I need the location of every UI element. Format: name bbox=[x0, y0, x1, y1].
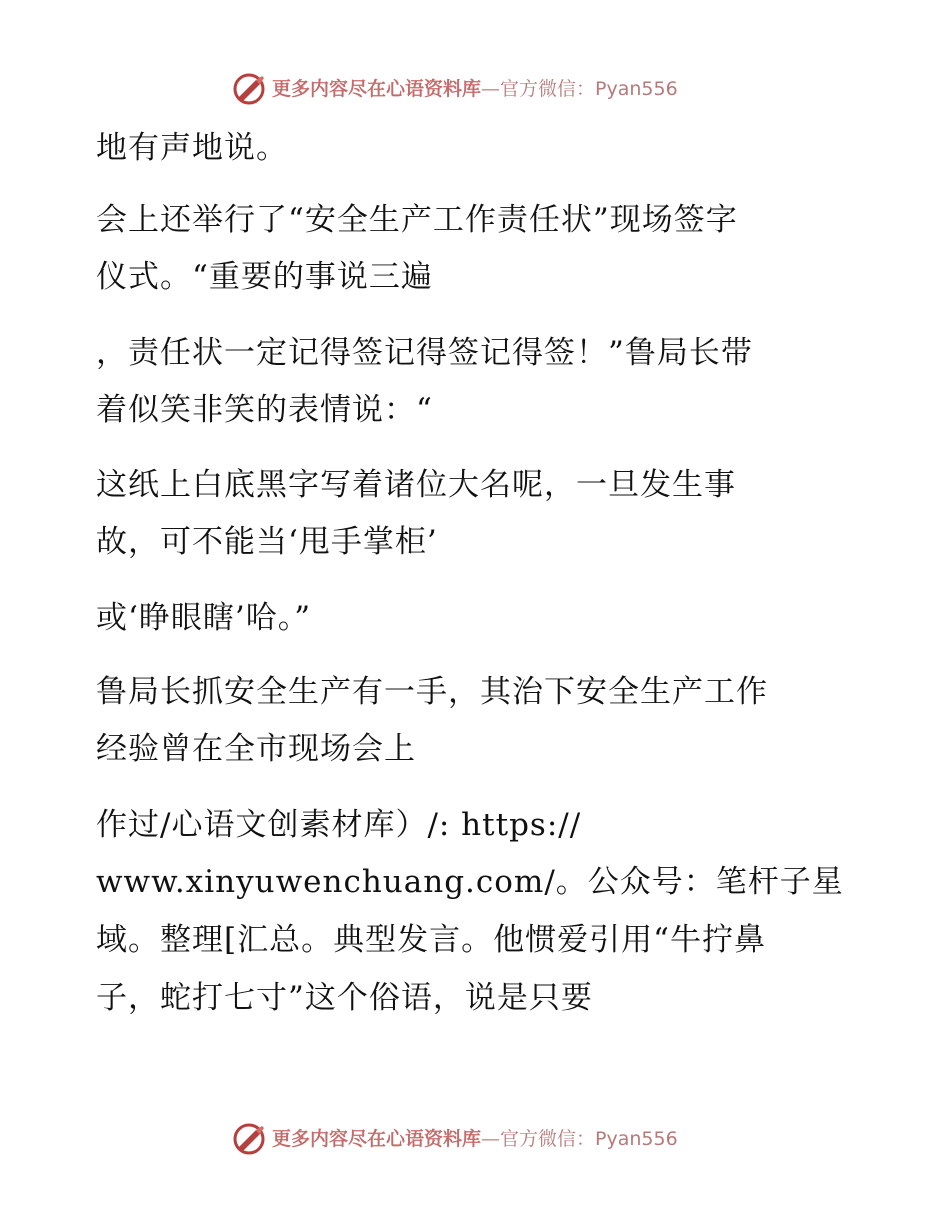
banner-wechat-id: Pyan556 bbox=[595, 1128, 678, 1150]
body-line: 经验曾在全市现场会上 bbox=[96, 731, 416, 767]
header-banner-text bbox=[272, 77, 678, 101]
body-line: 作过/心语文创素材库）/: https:// bbox=[96, 807, 582, 843]
banner-title: 更多内容尽在心语资料库 bbox=[272, 78, 482, 100]
pen-logo-icon bbox=[232, 72, 266, 106]
footer-banner bbox=[0, 1120, 950, 1160]
header-banner bbox=[0, 70, 950, 110]
banner-wechat-id: Pyan556 bbox=[595, 78, 678, 100]
banner-wechat-label: 官方微信： bbox=[500, 1128, 596, 1150]
body-line: 域。整理[汇总。典型发言。他惯爱引用“牛拧鼻 bbox=[96, 922, 766, 958]
body-line: ，责任状一定记得签记得签记得签！”鲁局长带 bbox=[96, 335, 753, 371]
pen-logo-icon bbox=[232, 1122, 266, 1156]
footer-banner-text bbox=[272, 1127, 678, 1151]
banner-title: 更多内容尽在心语资料库 bbox=[272, 1128, 482, 1150]
banner-wechat-label: 官方微信： bbox=[500, 78, 596, 100]
body-line: 着似笑非笑的表情说：“ bbox=[96, 392, 433, 428]
banner-dash: — bbox=[481, 78, 501, 100]
body-line: 故，可不能当‘甩手掌柜’ bbox=[96, 524, 438, 560]
body-line: www.xinyuwenchuang.com/。公众号：笔杆子星 bbox=[96, 864, 844, 900]
body-line: 这纸上白底黑字写着诸位大名呢，一旦发生事 bbox=[96, 467, 736, 503]
body-line: 子，蛇打七寸”这个俗语，说是只要 bbox=[96, 980, 593, 1016]
body-line: 会上还举行了“安全生产工作责任状”现场签字 bbox=[96, 202, 738, 238]
banner-dash: — bbox=[481, 1128, 501, 1150]
body-line: 鲁局长抓安全生产有一手，其治下安全生产工作 bbox=[96, 674, 768, 710]
body-line: 或‘睁眼瞎’哈。” bbox=[96, 600, 312, 636]
body-line: 仪式。“重要的事说三遍 bbox=[96, 259, 433, 295]
body-line: 地有声地说。 bbox=[96, 130, 288, 166]
